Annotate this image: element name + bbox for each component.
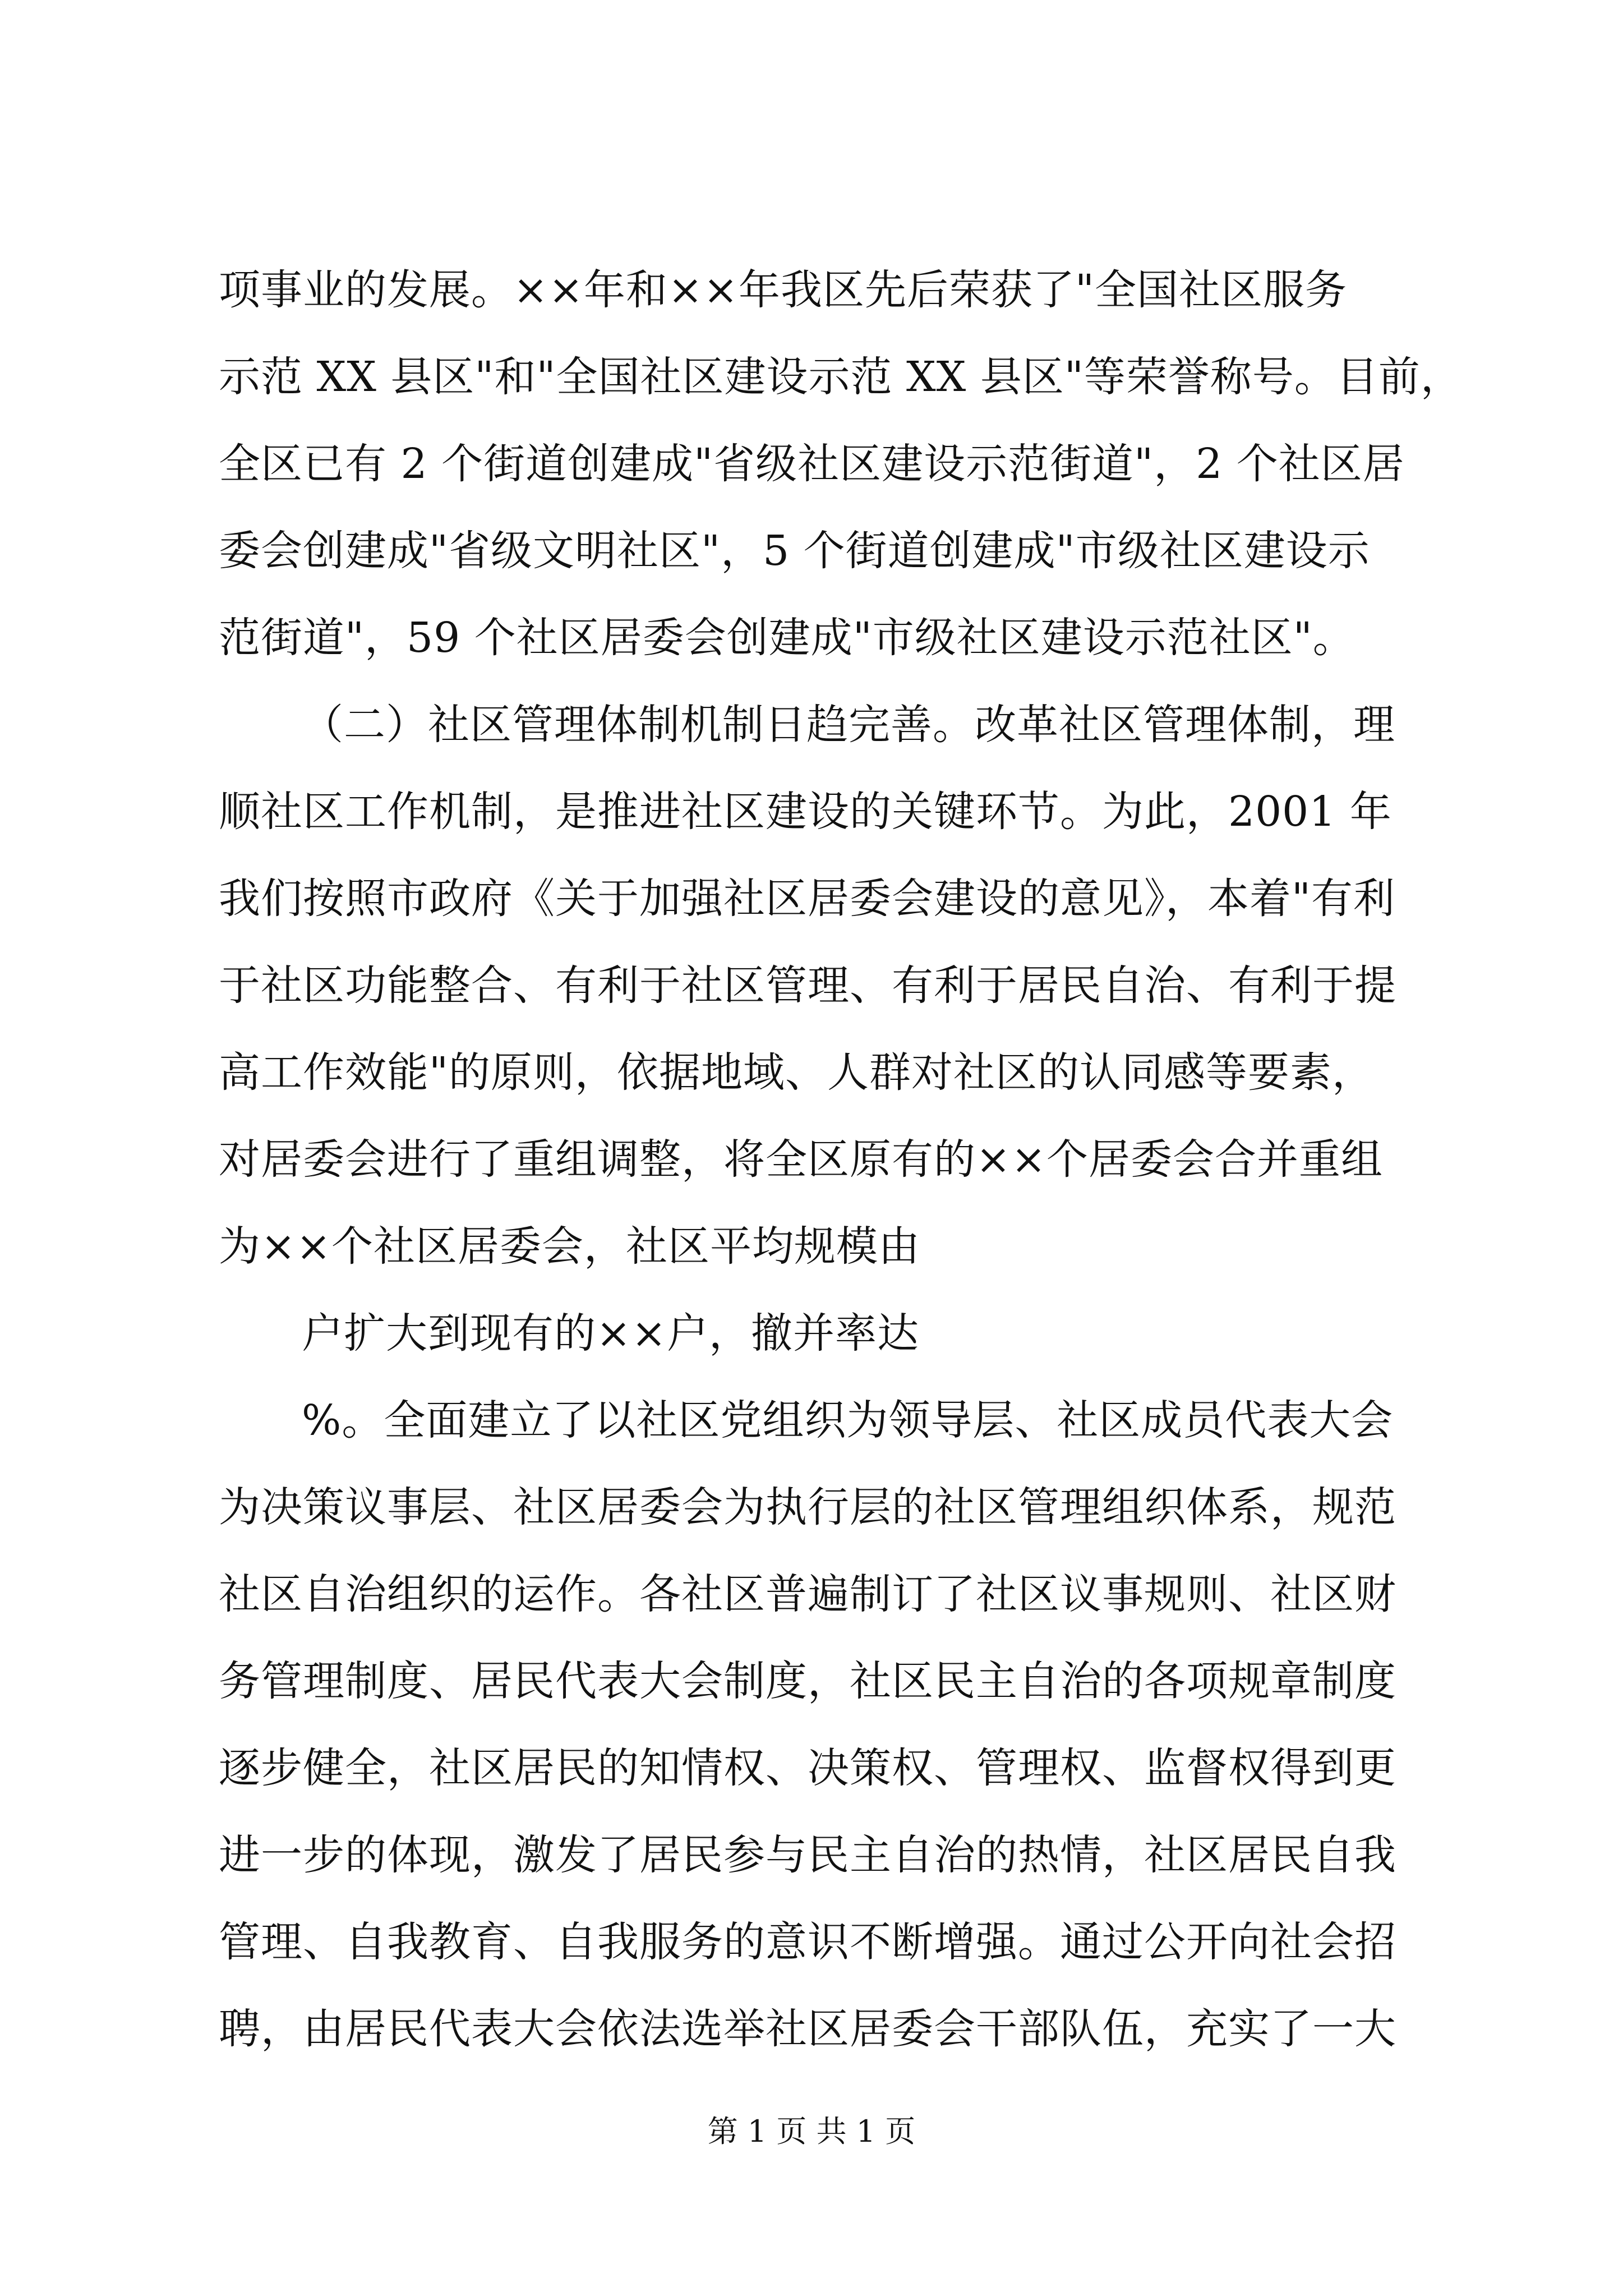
- text-line-8: 我们按照市政府《关于加强社区居委会建设的意见》，本着"有利: [219, 875, 1396, 923]
- text-line-6: （二）社区管理体制机制日趋完善。改革社区管理体制，理: [302, 701, 1395, 749]
- text-line-19: 进一步的体现，激发了居民参与民主自治的热情，社区居民自我: [219, 1831, 1396, 1879]
- text-line-20: 管理、自我教育、自我服务的意识不断增强。通过公开向社会招: [219, 1918, 1396, 1966]
- text-line-11: 对居委会进行了重组调整，将全区原有的××个居委会合并重组: [219, 1135, 1384, 1184]
- text-line-14: %。全面建立了以社区党组织为领导层、社区成员代表大会: [302, 1396, 1394, 1444]
- text-line-4: 委会创建成"省级文明社区"，5 个街道创建成"市级社区建设示: [219, 527, 1370, 575]
- text-line-7: 顺社区工作机制，是推进社区建设的关键环节。为此，2001 年: [219, 788, 1392, 836]
- text-line-10: 高工作效能"的原则，依据地域、人群对社区的认同感等要素，: [219, 1048, 1375, 1097]
- text-line-18: 逐步健全，社区居民的知情权、决策权、管理权、监督权得到更: [219, 1744, 1396, 1792]
- text-line-21: 聘，由居民代表大会依法选举社区居委会干部队伍，充实了一大: [219, 2005, 1396, 2053]
- text-line-17: 务管理制度、居民代表大会制度，社区民主自治的各项规章制度: [219, 1657, 1396, 1705]
- text-line-1: 项事业的发展。××年和××年我区先后荣获了"全国社区服务: [219, 266, 1348, 314]
- text-line-2: 示范 XX 县区"和"全国社区建设示范 XX 县区"等荣誉称号。目前，: [219, 353, 1463, 401]
- document-body: [219, 247, 1463, 2073]
- text-line-13: 户扩大到现有的××户，撤并率达: [302, 1309, 920, 1358]
- text-line-12: 为××个社区居委会，社区平均规模由: [219, 1222, 921, 1271]
- text-line-9: 于社区功能整合、有利于社区管理、有利于居民自治、有利于提: [219, 961, 1396, 1010]
- page-footer: [0, 2109, 1623, 2154]
- text-line-15: 为决策议事层、社区居委会为执行层的社区管理组织体系，规范: [219, 1483, 1396, 1531]
- text-line-16: 社区自治组织的运作。各社区普遍制订了社区议事规则、社区财: [219, 1570, 1396, 1618]
- text-line-5: 范街道"，59 个社区居委会创建成"市级社区建设示范社区"。: [219, 614, 1355, 662]
- text-line-3: 全区已有 2 个街道创建成"省级社区建设示范街道"，2 个社区居: [219, 440, 1405, 488]
- page-number-label: 第 1 页 共 1 页: [707, 2114, 916, 2149]
